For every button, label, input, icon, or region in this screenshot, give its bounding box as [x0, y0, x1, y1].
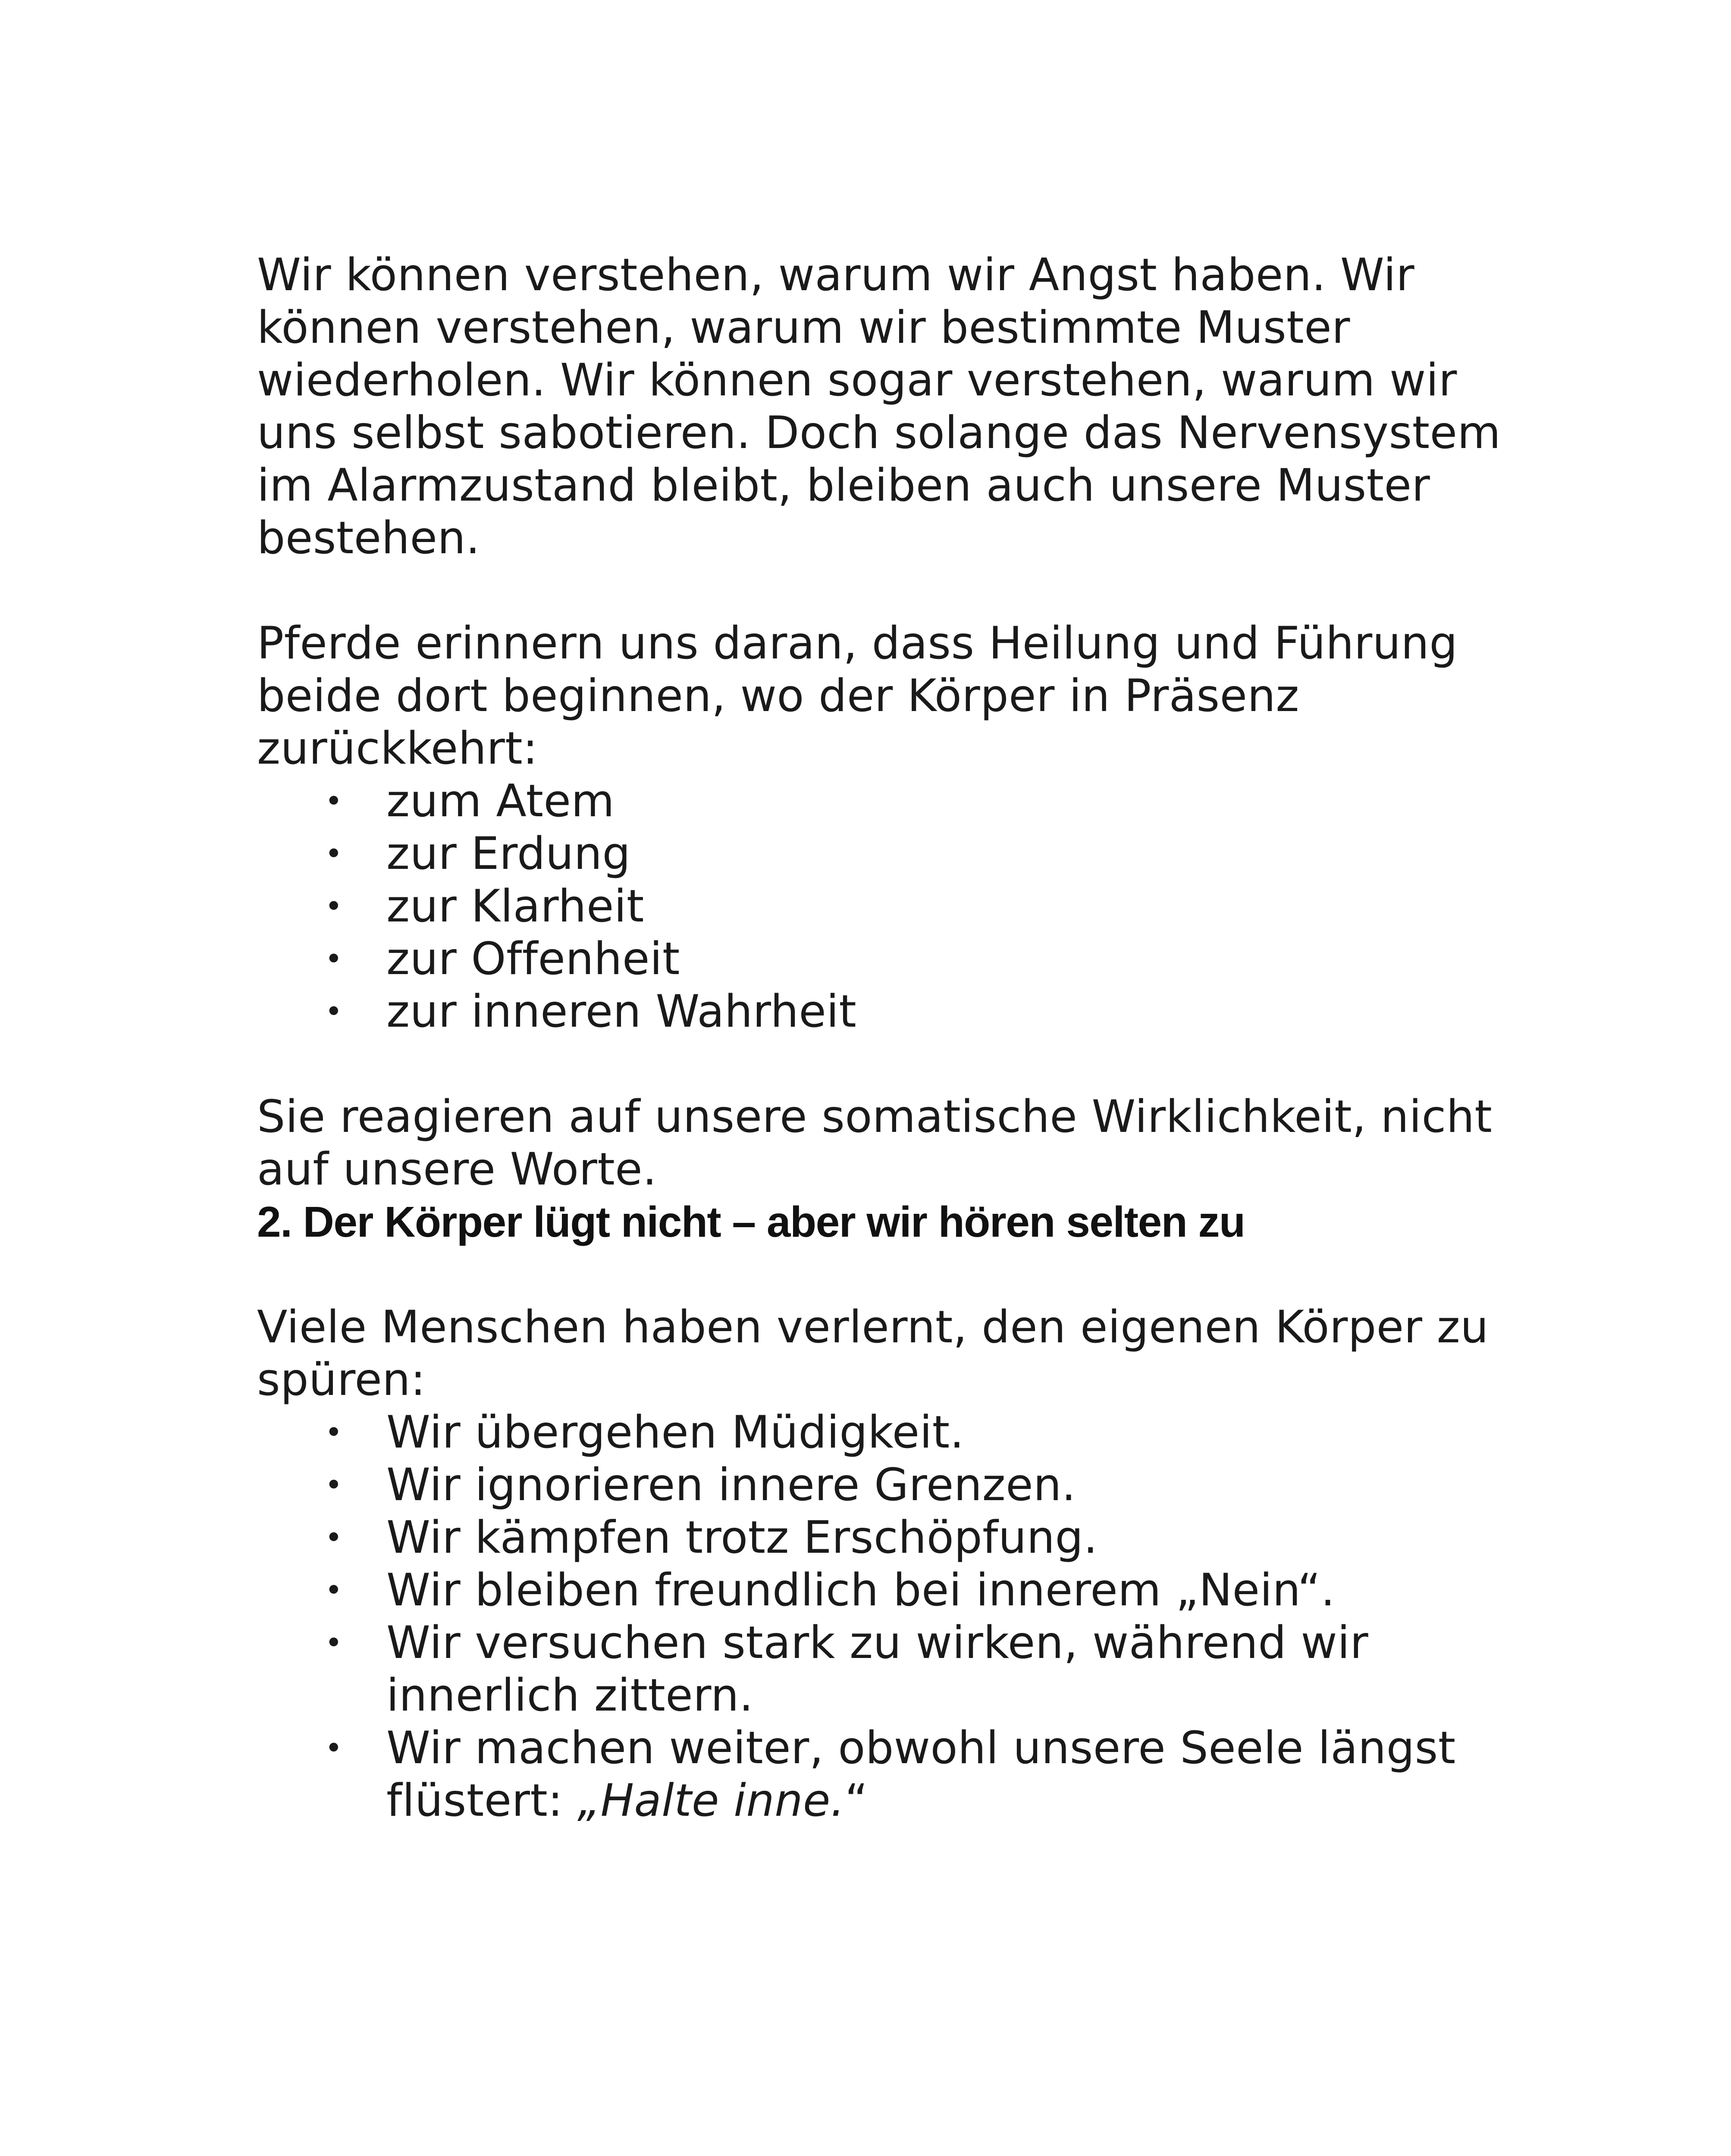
bullet-icon: •: [325, 836, 343, 871]
text-line: zurückkehrt:: [257, 723, 538, 774]
list-item: • zur Erdung: [257, 827, 1521, 880]
paragraph-understanding: [257, 249, 1521, 564]
page-content: [257, 249, 1521, 1827]
bullet-icon: •: [325, 994, 343, 1029]
list-item: • Wir ignorieren innere Grenzen.: [257, 1459, 1521, 1511]
text-line: Wir können verstehen, warum wir Angst haben. Wir: [257, 249, 1415, 301]
list-item: • zur Klarheit: [257, 880, 1521, 933]
text-line: spüren:: [257, 1354, 426, 1406]
text-line: Sie reagieren auf unsere somatische Wirklichkeit, nicht: [257, 1091, 1493, 1143]
bullet-icon: •: [325, 1415, 343, 1450]
bullet-icon: •: [325, 1730, 343, 1766]
section-heading: 2. Der Körper lügt nicht – aber wir hören selten zu: [257, 1198, 1245, 1246]
text-line: beide dort beginnen, wo der Körper in Präsenz: [257, 670, 1299, 722]
list-item: • Wir bleiben freundlich bei innerem „Nein“.: [257, 1564, 1521, 1617]
list-item: • zum Atem: [257, 775, 1521, 827]
list-item: • zur inneren Wahrheit: [257, 985, 1521, 1038]
text-line: uns selbst sabotieren. Doch solange das Nervensystem: [257, 407, 1501, 459]
bullet-icon: •: [325, 1625, 343, 1661]
paragraph-people: [257, 1301, 1521, 1406]
list-item: • Wir machen weiter, obwohl unsere Seele längst flüstert: „Halte inne.“: [257, 1722, 1521, 1827]
bullet-icon: •: [325, 889, 343, 924]
text-line: wiederholen. Wir können sogar verstehen, warum wir: [257, 354, 1457, 406]
body-signals-list: [257, 1406, 1521, 1827]
list-item: • zur Offenheit: [257, 933, 1521, 985]
text-line: Pferde erinnern uns daran, dass Heilung und Führung: [257, 617, 1458, 669]
italic-quote: „Halte inne.: [577, 1775, 845, 1827]
paragraph-horses: [257, 617, 1521, 775]
bullet-icon: •: [325, 1520, 343, 1555]
text-line: auf unsere Worte.: [257, 1144, 657, 1195]
bullet-icon: •: [325, 1467, 343, 1503]
presence-list: [257, 775, 1521, 1038]
bullet-icon: •: [325, 1573, 343, 1608]
text-line: im Alarmzustand bleibt, bleiben auch unsere Muster: [257, 460, 1430, 511]
paragraph-somatic: [257, 1091, 1521, 1196]
bullet-icon: •: [325, 783, 343, 819]
list-item: • Wir versuchen stark zu wirken, während wir innerlich zittern.: [257, 1617, 1521, 1722]
list-item: • Wir kämpfen trotz Erschöpfung.: [257, 1511, 1521, 1564]
text-line: bestehen.: [257, 512, 480, 564]
text-line: Viele Menschen haben verlernt, den eigenen Körper zu: [257, 1301, 1489, 1353]
bullet-icon: •: [325, 941, 343, 977]
text-line: können verstehen, warum wir bestimmte Muster: [257, 302, 1350, 354]
list-item: • Wir übergehen Müdigkeit.: [257, 1406, 1521, 1459]
